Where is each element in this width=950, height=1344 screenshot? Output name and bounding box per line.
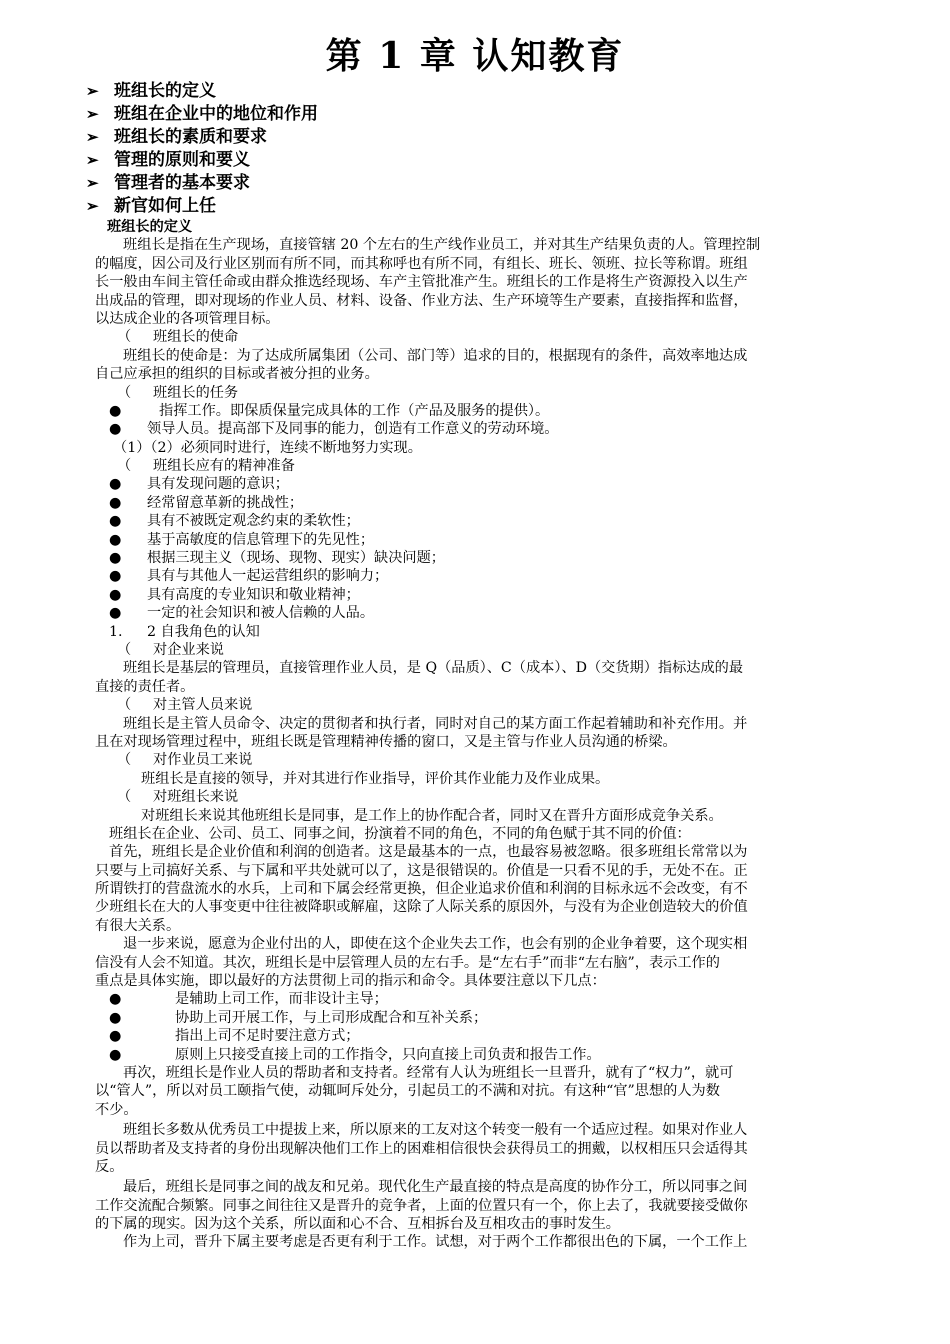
outline-item bbox=[86, 126, 318, 149]
text-line: 少班组长在大的人事变更中往往被降职或解雇，这除了人际关系的原因外，与没有为企业创造较大的价值 bbox=[95, 899, 748, 916]
paragraph-value-creator bbox=[95, 843, 873, 935]
bullet-icon: ● bbox=[109, 1028, 122, 1045]
outline-item bbox=[86, 103, 318, 126]
list-item-text: 领导人员。提高部下及同事的能力，创造有工作意义的劳动环境。 bbox=[147, 421, 559, 438]
subsection-heading bbox=[95, 696, 873, 714]
paragraph-mission bbox=[95, 347, 873, 384]
outline-item-label: 班组在企业中的地位和作用 bbox=[114, 104, 318, 124]
text-line: 班组长的使命是：为了达成所属集团（公司、部门等）追求的目的，根据现有的条件，高效率地达成 bbox=[123, 347, 748, 364]
list-item bbox=[95, 494, 873, 512]
paragraph-definition bbox=[95, 236, 873, 328]
outline-item-label: 管理者的基本要求 bbox=[114, 173, 250, 193]
outline-item-label: 新官如何上任 bbox=[114, 196, 216, 216]
heading-paren: （ bbox=[117, 641, 132, 658]
bullet-icon: ● bbox=[109, 421, 122, 438]
chapter-outline bbox=[86, 80, 318, 218]
arrow-bullet-icon: ➢ bbox=[86, 197, 99, 215]
list-item bbox=[95, 1009, 873, 1027]
bullet-icon: ● bbox=[109, 991, 122, 1008]
heading-label: 2 自我角色的认知 bbox=[147, 623, 260, 640]
arrow-bullet-icon: ➢ bbox=[86, 151, 99, 169]
heading-paren: （ bbox=[117, 697, 132, 714]
list-item-text: 具有不被既定观念约束的柔软性； bbox=[147, 513, 360, 530]
outline-item bbox=[86, 149, 318, 172]
list-item-text: 具有发现问题的意识； bbox=[147, 476, 289, 493]
text-line: 以达成企业的各项管理目标。 bbox=[95, 310, 280, 327]
bullet-icon: ● bbox=[109, 494, 122, 511]
heading-label: 班组长的任务 bbox=[153, 384, 239, 401]
text-line: 自己应承担的组织的目标或者被分担的业务。 bbox=[95, 366, 379, 383]
paragraph-role-company bbox=[95, 659, 873, 696]
outline-item-label: 管理的原则和要义 bbox=[114, 150, 250, 170]
chapter-title: 第 1 章 认知教育 bbox=[325, 35, 625, 77]
bullet-icon: ● bbox=[109, 586, 122, 603]
text-line: 再次，班组长是作业人员的帮助者和支持者。经常有人认为班组长一旦晋升，就有了“权力”，就可 bbox=[123, 1064, 734, 1081]
list-item-text: 基于高敏度的信息管理下的先见性； bbox=[147, 531, 375, 548]
bullet-icon: ● bbox=[109, 531, 122, 548]
subsection-heading bbox=[95, 384, 873, 402]
list-item-text: 经常留意革新的挑战性； bbox=[147, 494, 304, 511]
list-item-text: 原则上只接受直接上司的工作指令，只向直接上司负责和报告工作。 bbox=[175, 1046, 601, 1063]
bullet-icon: ● bbox=[109, 402, 122, 419]
outline-item bbox=[86, 172, 318, 195]
text-line: 员以帮助者及支持者的身份出现解决他们工作上的困难相信很快会获得员工的拥戴，以权相压只会适得其 bbox=[95, 1140, 748, 1157]
heading-label: 班组长应有的精神准备 bbox=[153, 458, 295, 475]
list-item bbox=[95, 1027, 873, 1045]
list-item bbox=[95, 990, 873, 1008]
list-item bbox=[95, 604, 873, 622]
heading-label: 对作业员工来说 bbox=[153, 752, 253, 769]
text-line: 长一般由车间主管任命或由群众推选经现场、车产主管批准产生。班组长的工作是将生产资源投入以生产 bbox=[95, 274, 748, 291]
list-item bbox=[95, 402, 873, 420]
list-item-text: 具有与其他人一起运营组织的影响力； bbox=[147, 568, 389, 585]
text-line: 出成品的管理，即对现场的作业人员、材料、设备、作业方法、生产环境等生产要素，直接指挥和监督， bbox=[95, 292, 748, 309]
heading-label: 对主管人员来说 bbox=[153, 697, 253, 714]
list-item-text: 协助上司开展工作，与上司形成配合和互补关系； bbox=[175, 1009, 488, 1026]
bullet-icon: ● bbox=[109, 1046, 122, 1063]
paragraph-helper bbox=[95, 1064, 873, 1119]
bullet-icon: ● bbox=[109, 568, 122, 585]
paragraph-promotion bbox=[95, 1121, 873, 1176]
text-line: 首先，班组长是企业价值和利润的创造者。这是最基本的一点，也最容易被忽略。很多班组长常常以为 bbox=[109, 844, 748, 861]
heading-label: 对班组长来说 bbox=[153, 789, 239, 806]
text-line: 的下属的现实。因为这个关系，所以面和心不合、互相拆台及互相攻击的事时发生。 bbox=[95, 1216, 620, 1233]
bullet-icon: ● bbox=[109, 605, 122, 622]
heading-label: 对企业来说 bbox=[153, 641, 224, 658]
bullet-icon: ● bbox=[109, 476, 122, 493]
numbered-heading bbox=[95, 623, 873, 641]
text-line: 退一步来说，愿意为企业付出的人，即使在这个企业失去工作，也会有别的企业争着要，这个现实相 bbox=[123, 936, 748, 953]
text-line: 作为上司，晋升下属主要考虑是否更有利于工作。试想，对于两个工作都很出色的下属，一个工作上 bbox=[123, 1234, 748, 1251]
list-item-text: 具有高度的专业知识和敬业精神； bbox=[147, 586, 360, 603]
text-line: 只要与上司搞好关系、与下属和平共处就可以了，这是很错误的。价值是一只看不见的手，无处不在。正 bbox=[95, 862, 748, 879]
text-line: 重点是具体实施，即以最好的方法贯彻上司的指示和命令。具体要注意以下几点： bbox=[95, 973, 606, 990]
text-line: 以“管人”，所以对员工颐指气使，动辄呵斥处分，引起员工的不满和对抗。有这种“官”思想的人为数 bbox=[95, 1083, 720, 1100]
subsection-heading bbox=[95, 788, 873, 806]
text-line: 有很大关系。 bbox=[95, 917, 181, 934]
text-line: 班组长多数从优秀员工中提拔上来，所以原来的工友对这个转变一般有一个适应过程。如果对作业人 bbox=[123, 1122, 748, 1139]
list-item bbox=[95, 549, 873, 567]
list-item bbox=[95, 531, 873, 549]
heading-paren: （ bbox=[117, 384, 132, 401]
text-line: 班组长是主管人员命令、决定的贯彻者和执行者，同时对自己的某方面工作起着辅助和补充作用。并 bbox=[123, 715, 748, 732]
text-line: 班组长在企业、公司、员工、同事之间，扮演着不同的角色，不同的角色赋于其不同的价值： bbox=[109, 825, 691, 842]
body-text bbox=[95, 218, 873, 1252]
list-item bbox=[95, 1046, 873, 1064]
subsection-heading bbox=[95, 328, 873, 346]
text-line: 不少。 bbox=[95, 1101, 138, 1118]
bullet-icon: ● bbox=[109, 550, 122, 567]
subsection-heading bbox=[95, 641, 873, 659]
bullet-icon: ● bbox=[109, 1009, 122, 1026]
list-item bbox=[95, 475, 873, 493]
text-line: 且在对现场管理过程中，班组长既是管理精神传播的窗口，又是主管与作业人员沟通的桥梁。 bbox=[95, 733, 677, 750]
text-line: 反。 bbox=[95, 1158, 124, 1175]
outline-item bbox=[86, 195, 318, 218]
text-line: 对班组长来说其他班组长是同事，是工作上的协作配合者，同时又在晋升方面形成竞争关系。 bbox=[141, 807, 723, 824]
text-line: 工作交流配合频繁。同事之间往往又是晋升的竞争者，上面的位置只有一个，你上去了，我就要接受做你 bbox=[95, 1197, 748, 1214]
arrow-bullet-icon: ➢ bbox=[86, 82, 99, 100]
outline-item-label: 班组长的素质和要求 bbox=[114, 127, 267, 147]
note-line: （1）（2）必须同时进行，连续不断地努力实现。 bbox=[113, 439, 422, 456]
text-line: 最后，班组长是同事之间的战友和兄弟。现代化生产最直接的特点是高度的协作分工，所以同事之间 bbox=[123, 1179, 748, 1196]
list-item bbox=[95, 420, 873, 438]
text-line: 信没有人会不知道。其次，班组长是中层管理人员的左右手。是“左右手”而非“左右脑”，表示工作的 bbox=[95, 954, 720, 971]
paragraph-superior bbox=[95, 1233, 873, 1251]
paragraph-right-hand bbox=[95, 935, 873, 990]
paragraph-colleagues bbox=[95, 1178, 873, 1233]
paragraph-role-supervisor bbox=[95, 715, 873, 752]
subsection-heading bbox=[95, 751, 873, 769]
text-line: 直接的责任者。 bbox=[95, 678, 195, 695]
list-item-text: 是辅助上司工作，而非设计主导； bbox=[175, 991, 388, 1008]
heading-paren: （ bbox=[117, 789, 132, 806]
outline-item-label: 班组长的定义 bbox=[114, 81, 216, 101]
list-item bbox=[95, 567, 873, 585]
list-item-text: 指挥工作。即保质保量完成具体的工作（产品及服务的提供）。 bbox=[159, 402, 550, 419]
heading-paren: （ bbox=[117, 752, 132, 769]
text-line: 的幅度，因公司及行业区别而有所不同，而其称呼也有所不同，有组长、班长、领班、拉长等称谓。班组 bbox=[95, 255, 748, 272]
text-line: 班组长是基层的管理员，直接管理作业人员，是 Q（品质）、C（成本）、D（交货期）指标达成的最 bbox=[123, 660, 744, 677]
list-item-text: 指出上司不足时要注意方式； bbox=[175, 1028, 360, 1045]
list-item bbox=[95, 512, 873, 530]
text-line: 班组长是指在生产现场，直接管辖 20 个左右的生产线作业员工，并对其生产结果负责的人。管理控制 bbox=[123, 237, 761, 254]
bullet-icon: ● bbox=[109, 513, 122, 530]
heading-paren: （ bbox=[117, 329, 132, 346]
arrow-bullet-icon: ➢ bbox=[86, 174, 99, 192]
list-item-text: 一定的社会知识和被人信赖的人品。 bbox=[147, 605, 375, 622]
list-item bbox=[95, 586, 873, 604]
heading-paren: （ bbox=[117, 458, 132, 475]
arrow-bullet-icon: ➢ bbox=[86, 128, 99, 146]
text-line: 班组长是直接的领导，并对其进行作业指导，评价其作业能力及作业成果。 bbox=[141, 770, 610, 787]
list-item-text: 根据三现主义（现场、现物、现实）缺决问题； bbox=[147, 550, 445, 567]
list-number: 1. bbox=[109, 623, 123, 640]
section-heading: 班组长的定义 bbox=[107, 219, 193, 235]
text-line: 所谓铁打的营盘流水的水兵，上司和下属会经常更换，但企业追求价值和利润的目标永远不会改变，有不 bbox=[95, 881, 748, 898]
outline-item bbox=[86, 80, 318, 103]
arrow-bullet-icon: ➢ bbox=[86, 105, 99, 123]
subsection-heading bbox=[95, 457, 873, 475]
heading-label: 班组长的使命 bbox=[153, 329, 239, 346]
